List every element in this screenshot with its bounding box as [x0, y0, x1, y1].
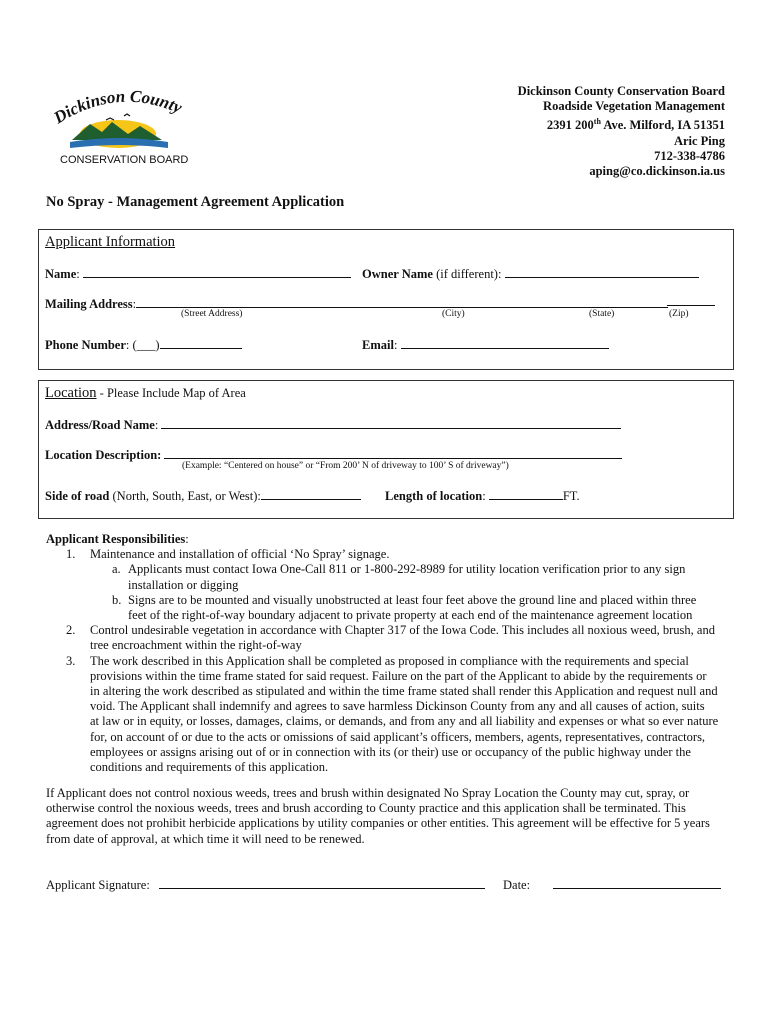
responsibilities-list — [46, 547, 726, 775]
length-row: Length of location: FT. — [385, 489, 580, 503]
email-field[interactable] — [401, 336, 609, 349]
item-line: Signs are to be mounted and visually unobstructed at least four feet above the ground line and placed within three — [128, 592, 697, 607]
responsibility-item — [46, 562, 726, 592]
applicant-info-heading: Applicant Information — [45, 234, 176, 250]
item-line: Control undesirable vegetation in accordance with Chapter 317 of the Iowa Code. This includes all noxious weed, brush, and — [90, 623, 715, 638]
owner-name-field[interactable] — [505, 265, 699, 278]
contact-name: Aric Ping — [673, 133, 725, 148]
name-field[interactable] — [83, 265, 351, 278]
item-line: at law or in equity, or losses, damages, claims, or demands, and from any and all liability and expenses or what so ever nature — [90, 714, 719, 729]
page-title: No Spray - Management Agreement Application — [46, 194, 345, 210]
responsibilities-section — [46, 532, 726, 775]
mailing-row: Mailing Address: — [45, 295, 668, 312]
side-of-road-field[interactable] — [261, 487, 361, 500]
location-heading: Location - Please Include Map of Area — [45, 385, 246, 401]
phone-field[interactable] — [160, 336, 242, 349]
item-line: for, on account of or due to the acts or omissions of said applicant’s officers, members, agents, representatives, contractors, — [90, 729, 706, 744]
city-hint: (City) — [442, 309, 465, 319]
closing-line: agreement does not prohibit herbicide applications by utility companies or other entities. This agreement will be effective for 5 years — [46, 816, 710, 831]
road-name-field[interactable] — [161, 416, 621, 429]
closing-line: from date of approval, at which time it will need to be renewed. — [46, 831, 365, 846]
responsibility-item — [46, 593, 726, 623]
applicant-info-section — [38, 229, 734, 370]
road-row: Address/Road Name: — [45, 416, 621, 433]
item-number: 2. — [66, 623, 76, 638]
description-example: (Example: “Centered on house” or “From 200’ N of driveway to 100’ S of driveway”) — [182, 461, 509, 471]
responsibility-item — [46, 654, 726, 776]
conservation-board-logo — [50, 86, 190, 166]
date-row: Date: — [503, 876, 721, 893]
street-hint: (Street Address) — [181, 309, 243, 319]
owner-row: Owner Name (if different): — [362, 265, 699, 282]
location-description-field[interactable] — [164, 446, 622, 459]
responsibilities-heading: Applicant Responsibilities: — [46, 532, 189, 546]
item-line: installation or digging — [128, 577, 239, 592]
email-row: Email: — [362, 336, 609, 353]
closing-line: If Applicant does not control noxious weeds, trees and brush within designated No Spray Location the County may cut, spray, or — [46, 786, 690, 800]
address-block — [518, 84, 725, 179]
date-field[interactable] — [553, 876, 721, 889]
item-line: feet of the right-of-way boundary adjacent to private property at each end of the maintenance agreement location — [128, 608, 693, 623]
item-number: b. — [112, 592, 122, 607]
phone-row: Phone Number: (___) — [45, 336, 242, 353]
location-section — [38, 380, 734, 519]
length-field[interactable] — [489, 487, 563, 500]
item-line: Maintenance and installation of official ‘No Spray’ signage. — [90, 547, 390, 562]
closing-line: otherwise control the noxious weeds, trees and brush according to County practice and this application shall be terminated. This — [46, 801, 686, 816]
item-number: 1. — [66, 547, 76, 562]
dept-name: Roadside Vegetation Management — [543, 99, 725, 114]
zip-field[interactable] — [667, 293, 715, 306]
side-row: Side of road (North, South, East, or West): — [45, 487, 361, 504]
zip-hint: (Zip) — [669, 309, 689, 319]
contact-phone: 712-338-4786 — [654, 148, 725, 163]
responsibility-item — [46, 623, 726, 653]
item-line: Applicants must contact Iowa One-Call 811 or 1-800-292-8989 for utility location verification prior to any sign — [128, 562, 686, 577]
item-number: 3. — [66, 653, 76, 668]
signature-field[interactable] — [159, 876, 485, 889]
logo-subtitle: CONSERVATION BOARD — [60, 154, 189, 166]
responsibility-item — [46, 547, 726, 562]
street-address: 2391 200th Ave. Milford, IA 51351 — [546, 117, 725, 133]
description-row: Location Description: — [45, 446, 622, 463]
org-name: Dickinson County Conservation Board — [517, 84, 725, 98]
name-row: Name: — [45, 265, 351, 282]
state-hint: (State) — [589, 309, 615, 319]
item-number: a. — [112, 562, 121, 577]
item-line: tree encroachment within the right-of-way — [90, 638, 302, 653]
item-line: void. The Applicant shall indemnify and agrees to save harmless Dickinson County from any and all causes of action, suits — [90, 699, 705, 714]
logo-arc-text: Dickinson County — [50, 86, 185, 128]
item-line: employees or assigns arising out of or in connection with its (or their) use or occupancy of the public highway under the — [90, 744, 691, 759]
item-line: The work described in this Application shall be completed as proposed in compliance with the requirements and special — [90, 653, 689, 668]
item-line: provisions within the time frame stated for said request. Failure on the part of the Applicant to abide by the requirements or — [90, 668, 707, 683]
closing-paragraph — [46, 786, 726, 847]
contact-email: aping@co.dickinson.ia.us — [589, 164, 725, 179]
item-line: conditions and requirements of this application. — [90, 760, 329, 775]
mailing-address-field[interactable] — [136, 295, 668, 308]
item-line: in altering the work described as stipulated and within the time frame stated shall render this Application and request null and — [90, 684, 718, 699]
signature-row: Applicant Signature: — [46, 876, 485, 893]
